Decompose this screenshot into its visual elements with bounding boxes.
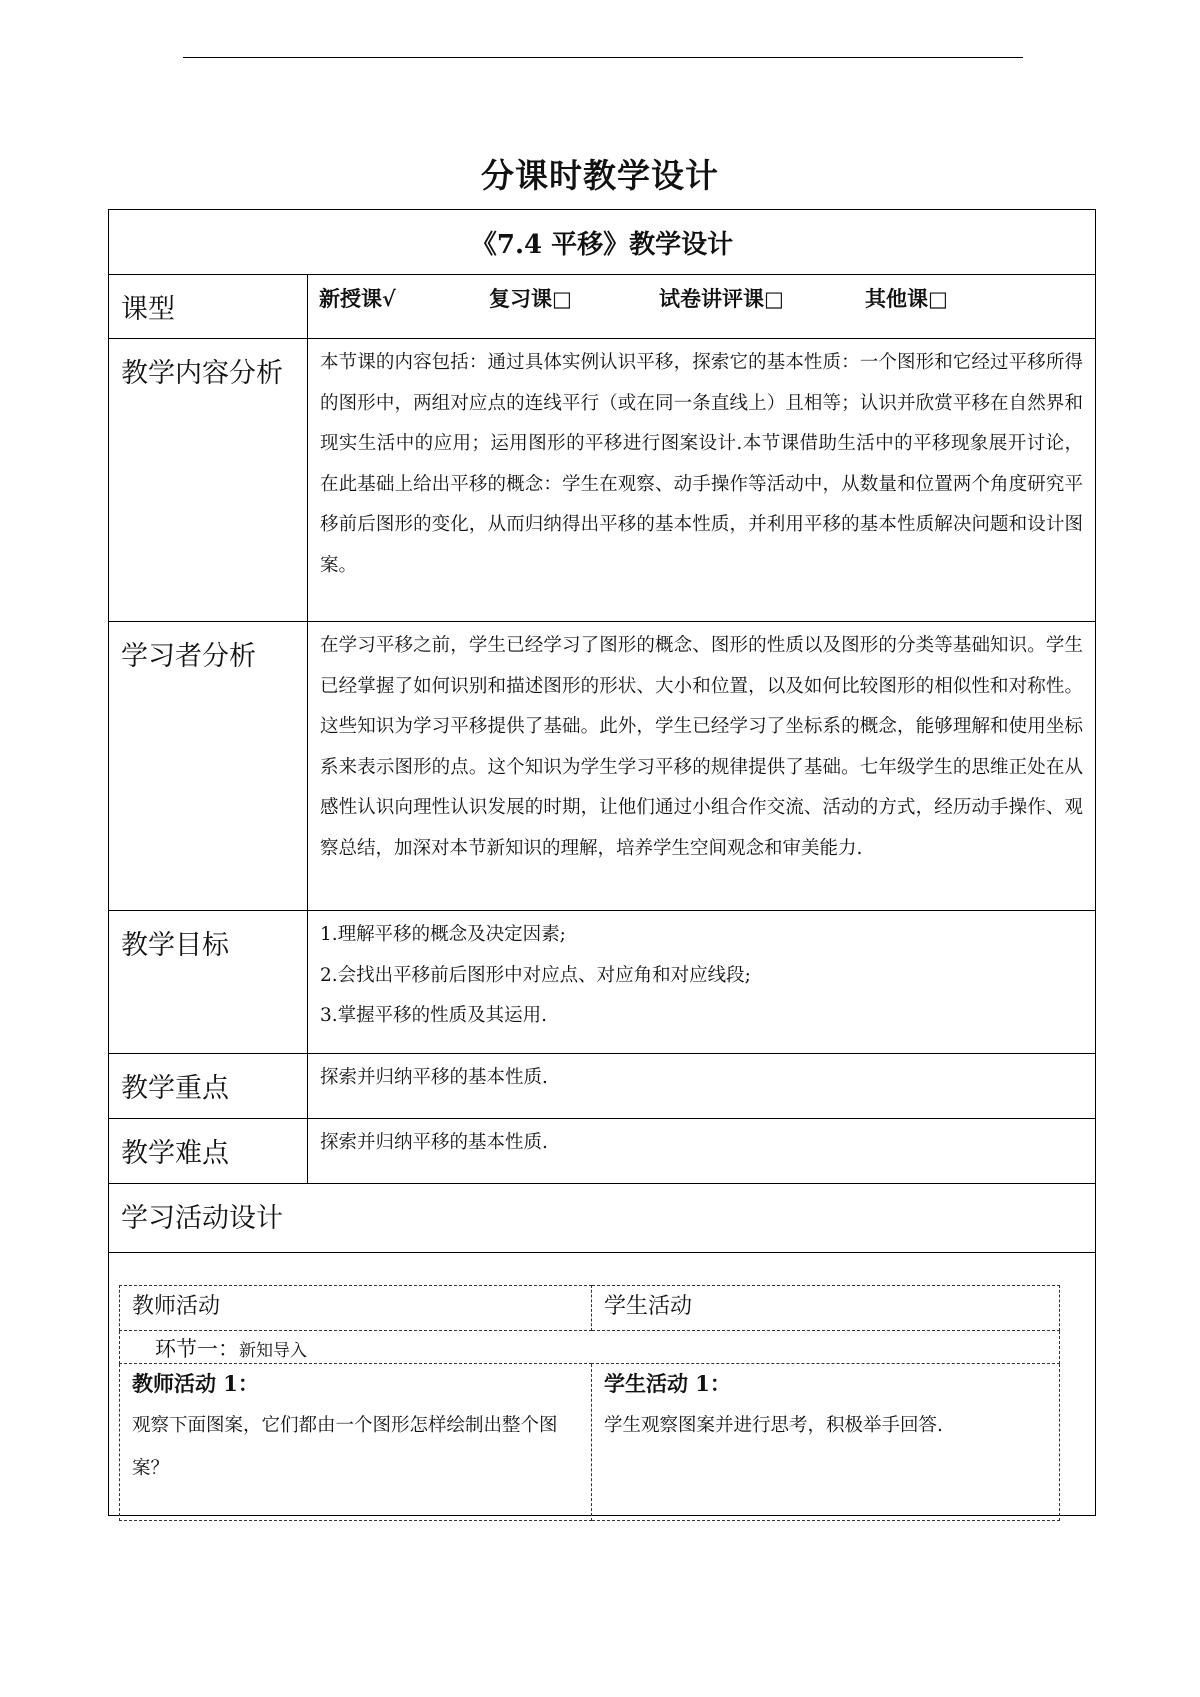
type-option-other: 其他课□ <box>865 286 948 311</box>
lesson-design-table <box>108 209 1096 1516</box>
content-analysis-label: 教学内容分析 <box>109 339 308 622</box>
learner-analysis-text: 在学习平移之前，学生已经学习了图形的概念、图形的性质以及图形的分类等基础知识。学生已经掌握了如何识别和描述图形的形状、大小和位置，以及如何比较图形的相似性和对称性。这些知识为学习平移提供了基础。此外，学生已经学习了坐标系的概念，能够理解和使用坐标系来表示图形的点。这个知识为学生学习平移的规律提供了基础。七年级学生的思维正处在从感性认识向理性认识发展的时期，让他们通过小组合作交流、活动的方式，经历动手操作、观察总结，加深对本节新知识的理解，培养学生空间观念和审美能力. <box>308 622 1096 911</box>
activity-table <box>119 1285 1060 1521</box>
difficulties-label: 教学难点 <box>109 1119 308 1184</box>
key-points-text: 探索并归纳平移的基本性质. <box>308 1054 1096 1119</box>
course-type-label: 课型 <box>109 275 308 339</box>
key-points-label: 教学重点 <box>109 1054 308 1119</box>
type-option-review: 复习课□ <box>489 286 572 311</box>
difficulties-text: 探索并归纳平移的基本性质. <box>308 1119 1096 1184</box>
teacher-activity-text: 观察下面图案，它们都由一个图形怎样绘制出整个图案？ <box>132 1415 558 1479</box>
teacher-activity-title: 教师活动 1： <box>132 1371 259 1396</box>
objective-item: 2.会找出平移前后图形中对应点、对应角和对应线段; <box>320 964 751 986</box>
activity-design-label: 学习活动设计 <box>109 1184 1096 1253</box>
type-option-exam-review: 试卷讲评课□ <box>659 286 784 311</box>
lesson-title: 《7.4 平移》教学设计 <box>109 210 1096 275</box>
activity-design-area <box>109 1253 1096 1516</box>
student-activity-title: 学生活动 1： <box>604 1371 731 1396</box>
objective-item: 1.理解平移的概念及决定因素; <box>320 924 566 945</box>
stage-row <box>120 1331 1060 1364</box>
student-activity-cell <box>592 1364 1060 1521</box>
course-type-options <box>308 275 1096 339</box>
student-activity-text: 学生观察图案并进行思考，积极举手回答. <box>604 1415 943 1436</box>
student-activity-header: 学生活动 <box>592 1286 1060 1331</box>
teacher-activity-cell <box>120 1364 592 1521</box>
stage-label: 环节一： <box>155 1337 239 1361</box>
page-title: 分课时教学设计 <box>481 156 719 195</box>
objectives-list <box>308 911 1096 1054</box>
objectives-label: 教学目标 <box>109 911 308 1054</box>
stage-name: 新知导入 <box>239 1341 307 1361</box>
teacher-activity-header: 教师活动 <box>120 1286 592 1331</box>
learner-analysis-label: 学习者分析 <box>109 622 308 911</box>
header-rule <box>183 57 1023 58</box>
content-analysis-text: 本节课的内容包括：通过具体实例认识平移，探索它的基本性质：一个图形和它经过平移所得的图形中，两组对应点的连线平行（或在同一条直线上）且相等；认识并欣赏平移在自然界和现实生活中的应用；运用图形的平移进行图案设计.本节课借助生活中的平移现象展开讨论，在此基础上给出平移的概念：学生在观察、动手操作等活动中，从数量和位置两个角度研究平移前后图形的变化，从而归纳得出平移的基本性质，并利用平移的基本性质解决问题和设计图案。 <box>308 339 1096 622</box>
objective-item: 3.掌握平移的性质及其运用. <box>320 1005 548 1026</box>
type-option-new: 新授课√ <box>319 286 396 311</box>
